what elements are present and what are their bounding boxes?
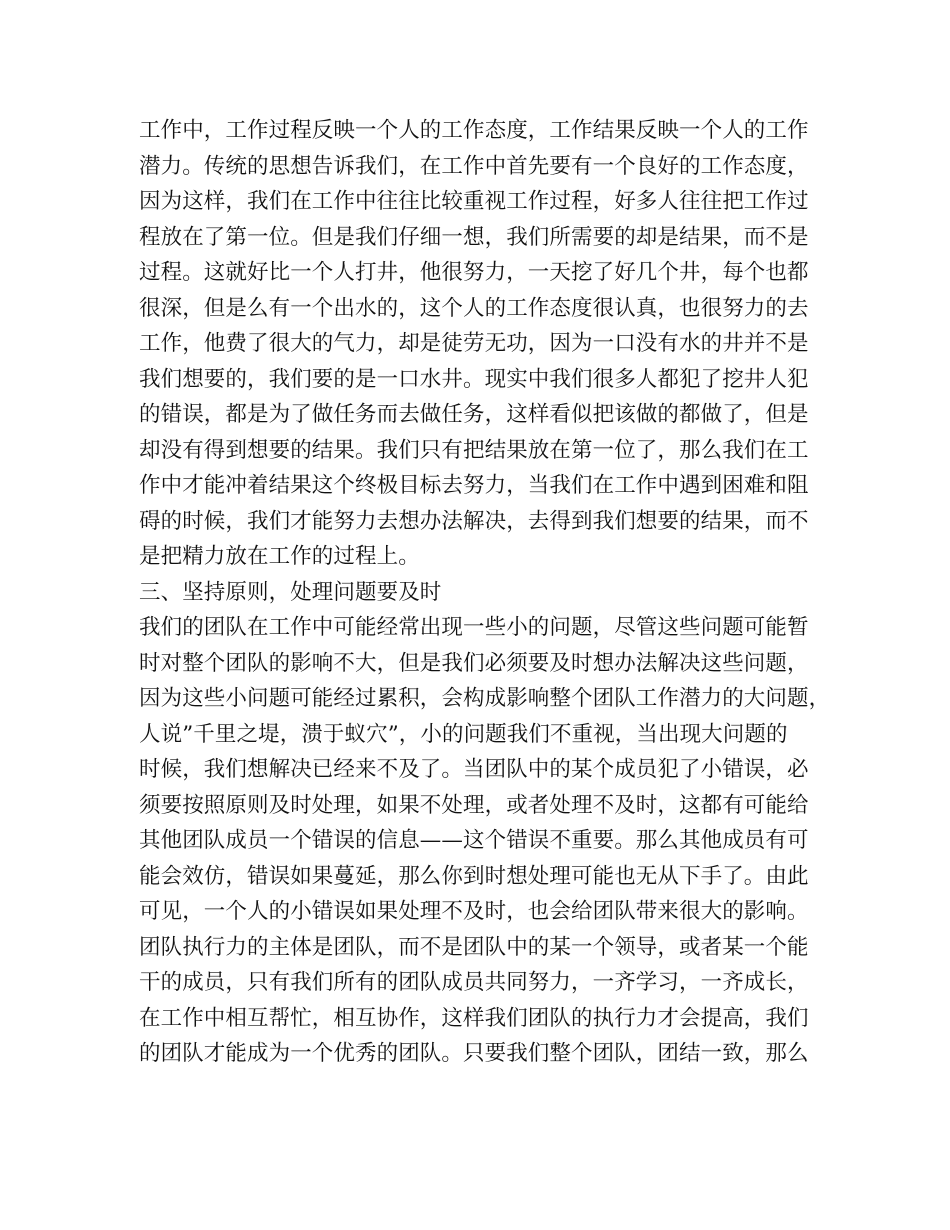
text-line: 我们的团队在工作中可能经常出现一些小的问题，尽管这些问题可能暂 [139,615,809,640]
text-line: 时候，我们想解决已经来不及了。当团队中的某个成员犯了小错误，必 [139,757,809,782]
text-line: 可见，一个人的小错误如果处理不及时，也会给团队带来很大的影响。 [139,899,809,924]
text-line: 作中才能冲着结果这个终极目标去努力，当我们在工作中遇到困难和阻 [139,473,809,498]
text-line: 的团队才能成为一个优秀的团队。只要我们整个团队，团结一致，那么 [139,1041,809,1066]
text-line: 时对整个团队的影响不大，但是我们必须要及时想办法解决这些问题， [139,650,809,676]
text-line: 因为这些小问题可能经过累积，会构成影响整个团队工作潜力的大问题， [139,686,831,711]
text-line: 其他团队成员一个错误的信息——这个错误不重要。那么其他成员有可 [139,828,809,853]
text-line: 过程。这就好比一个人打井，他很努力，一天挖了好几个井，每个也都 [139,260,809,285]
text-line: 在工作中相互帮忙，相互协作，这样我们团队的执行力才会提高，我们 [139,1005,809,1031]
text-line: 很深，但是么有一个出水的，这个人的工作态度很认真，也很努力的去 [139,295,809,321]
text-line: 工作中，工作过程反映一个人的工作态度，工作结果反映一个人的工作 [139,118,809,143]
text-line: 是把精力放在工作的过程上。 [139,544,420,569]
text-line: 因为这样，我们在工作中往往比较重视工作过程，好多人往往把工作过 [139,189,809,214]
text-line: 碍的时候，我们才能努力去想办法解决，去得到我们想要的结果，而不 [139,508,809,534]
text-line: 程放在了第一位。但是我们仔细一想，我们所需要的却是结果，而不是 [139,224,809,250]
section-heading: 三、坚持原则，处理问题要及时 [139,579,442,605]
text-line: 团队执行力的主体是团队，而不是团队中的某一个领导，或者某一个能 [139,934,809,960]
text-line: 却没有得到想要的结果。我们只有把结果放在第一位了，那么我们在工 [139,437,809,463]
text-line: 干的成员，只有我们所有的团队成员共同努力，一齐学习，一齐成长， [139,970,809,995]
text-line: 须要按照原则及时处理，如果不处理，或者处理不及时，这都有可能给 [139,792,809,818]
text-line: 潜力。传统的思想告诉我们，在工作中首先要有一个良好的工作态度， [139,153,809,179]
text-line: 我们想要的，我们要的是一口水井。现实中我们很多人都犯了挖井人犯 [139,366,809,392]
text-line: 人说”千里之堤，溃于蚁穴”，小的问题我们不重视，当出现大问题的 [139,721,788,747]
text-line: 能会效仿，错误如果蔓延，那么你到时想处理可能也无从下手了。由此 [139,863,809,889]
text-line: 工作，他费了很大的气力，却是徒劳无功，因为一口没有水的井并不是 [139,331,809,356]
text-line: 的错误，都是为了做任务而去做任务，这样看似把该做的都做了，但是 [139,402,809,427]
body-text [139,113,829,1072]
